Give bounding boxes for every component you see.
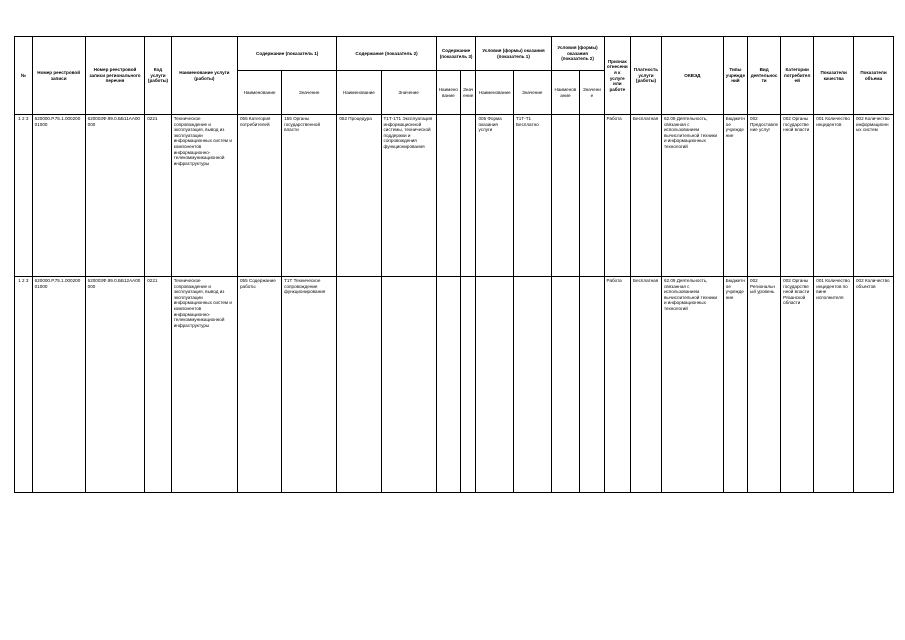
row-c2-name: 052 Процедура bbox=[337, 115, 381, 277]
row-consumer: 002 Органы государственной власти Рязанской области bbox=[781, 277, 814, 493]
header-content1: Содержание (показатель 1) bbox=[237, 37, 336, 71]
row-quality: 001 Количество инцидентов bbox=[814, 115, 854, 277]
header-num: № bbox=[15, 37, 33, 115]
header-c3-value: Значение bbox=[461, 71, 476, 115]
table-row bbox=[15, 115, 894, 277]
row-reg-number-regional: 620003Ф.99.0.ББ11АА00000 bbox=[85, 115, 145, 277]
row-kind: 002 Предоставление услуг bbox=[748, 115, 781, 277]
row-activity: Бюджетное учреждение bbox=[723, 115, 747, 277]
header-service-code: Код услуги (работы) bbox=[145, 37, 171, 115]
header-kind: Вид деятельности bbox=[748, 37, 781, 115]
row-okved: 62.09 Деятельность, связанная с использованием вычислительной техники и информационных технологий bbox=[661, 277, 723, 493]
row-f2-name bbox=[551, 115, 580, 277]
row-c1-name: 055 Категория потребителей bbox=[237, 115, 281, 277]
row-reg-number: 620000.Р.75.1.00020001000 bbox=[32, 277, 85, 493]
row-f2-value bbox=[580, 277, 604, 493]
row-c1-name: 055 Содержание работы bbox=[237, 277, 281, 493]
row-volume: 002 Количество объектов bbox=[854, 277, 894, 493]
row-service-code: 0221 bbox=[145, 115, 171, 277]
row-okved: 62.09 Деятельность, связанная с использованием вычислительной техники и информационных технологий bbox=[661, 115, 723, 277]
row-num: 1 2 3 bbox=[15, 277, 33, 493]
row-consumer: 002 Органы государственной власти bbox=[781, 115, 814, 277]
row-reg-number: 620000.Р.75.1.00020001000 bbox=[32, 115, 85, 277]
header-reg-number-regional: Номер реестровой записи регионального перечня bbox=[85, 37, 145, 115]
row-reg-number-regional: 620003Ф.99.0.ББ12АА00000 bbox=[85, 277, 145, 493]
row-c3-value bbox=[461, 277, 476, 493]
row-c3-name bbox=[436, 115, 460, 277]
header-c1-value: Значение bbox=[282, 71, 337, 115]
row-c2-name bbox=[337, 277, 381, 493]
row-quality: 001 Количество инцидентов по вине исполнителя bbox=[814, 277, 854, 493]
row-f2-value bbox=[580, 115, 604, 277]
header-f2-value: Значение bbox=[580, 71, 604, 115]
header-content3: Содержание (показатель 3) bbox=[436, 37, 476, 71]
row-sign: Работа bbox=[604, 277, 630, 493]
registry-table bbox=[14, 36, 894, 493]
row-service-name: Техническое сопровождение и эксплуатация, вывод из эксплуатации информационных систем и компонентов информационно-телекоммуникационной инфраструктуры bbox=[171, 277, 237, 493]
header-reg-number: Номер реестровой записи bbox=[32, 37, 85, 115]
header-content2: Содержание (показатель 2) bbox=[337, 37, 436, 71]
row-c2-value: Т1Т-1Т1 Эксплуатация информационной системы, технической поддержки и сопровождения функционирования bbox=[381, 115, 436, 277]
row-activity: Бюджетное учреждение bbox=[723, 277, 747, 493]
header-activity: Типы учреждений bbox=[723, 37, 747, 115]
row-volume: 002 Количество информационных систем bbox=[854, 115, 894, 277]
table-row bbox=[15, 277, 894, 493]
row-c3-value bbox=[461, 115, 476, 277]
row-payment: Бесплатная bbox=[631, 115, 662, 277]
header-cond2: Условия (формы) оказания (показатель 2) bbox=[551, 37, 604, 71]
row-f1-value bbox=[514, 277, 552, 493]
header-f1-name: Наименование bbox=[476, 71, 514, 115]
header-c2-name: Наименование bbox=[337, 71, 381, 115]
header-f1-value: Значение bbox=[514, 71, 552, 115]
header-c1-name: Наименование bbox=[237, 71, 281, 115]
header-f2-name: Наименование bbox=[551, 71, 580, 115]
row-kind: 002 Региональный уровень bbox=[748, 277, 781, 493]
row-service-name: Техническое сопровождение и эксплуатация, вывод из эксплуатации информационных систем и компонентов информационно-телекоммуникационной инфраструктуры bbox=[171, 115, 237, 277]
header-quality: Показатели качества bbox=[814, 37, 854, 115]
header-okved: ОКВЭД bbox=[661, 37, 723, 115]
header-c3-name: Наименование bbox=[436, 71, 460, 115]
row-f1-name: 005 Форма оказания услуги bbox=[476, 115, 514, 277]
row-c1-value: 155 Органы государственной власти bbox=[282, 115, 337, 277]
header-consumer: Категории потребителей bbox=[781, 37, 814, 115]
header-service-name: Наименование услуги (работы) bbox=[171, 37, 237, 115]
header-cond1: Условия (формы) оказания (показатель 1) bbox=[476, 37, 551, 71]
header-payment: Платность услуги (работы) bbox=[631, 37, 662, 115]
row-payment: Бесплатная bbox=[631, 277, 662, 493]
row-f1-value: Т1Т-Т1 Бесплатно bbox=[514, 115, 552, 277]
row-num: 1 2 3 bbox=[15, 115, 33, 277]
header-row-1 bbox=[15, 37, 894, 71]
header-volume: Показатели объема bbox=[854, 37, 894, 115]
row-c2-value bbox=[381, 277, 436, 493]
row-f2-name bbox=[551, 277, 580, 493]
row-f1-name bbox=[476, 277, 514, 493]
row-service-code: 0221 bbox=[145, 277, 171, 493]
header-sign: Признак отнесения к услуге или работе bbox=[604, 37, 630, 115]
row-sign: Работа bbox=[604, 115, 630, 277]
row-c3-name bbox=[436, 277, 460, 493]
row-c1-value: Т1Т Техническое сопровождение функционирования bbox=[282, 277, 337, 493]
header-c2-value: Значение bbox=[381, 71, 436, 115]
